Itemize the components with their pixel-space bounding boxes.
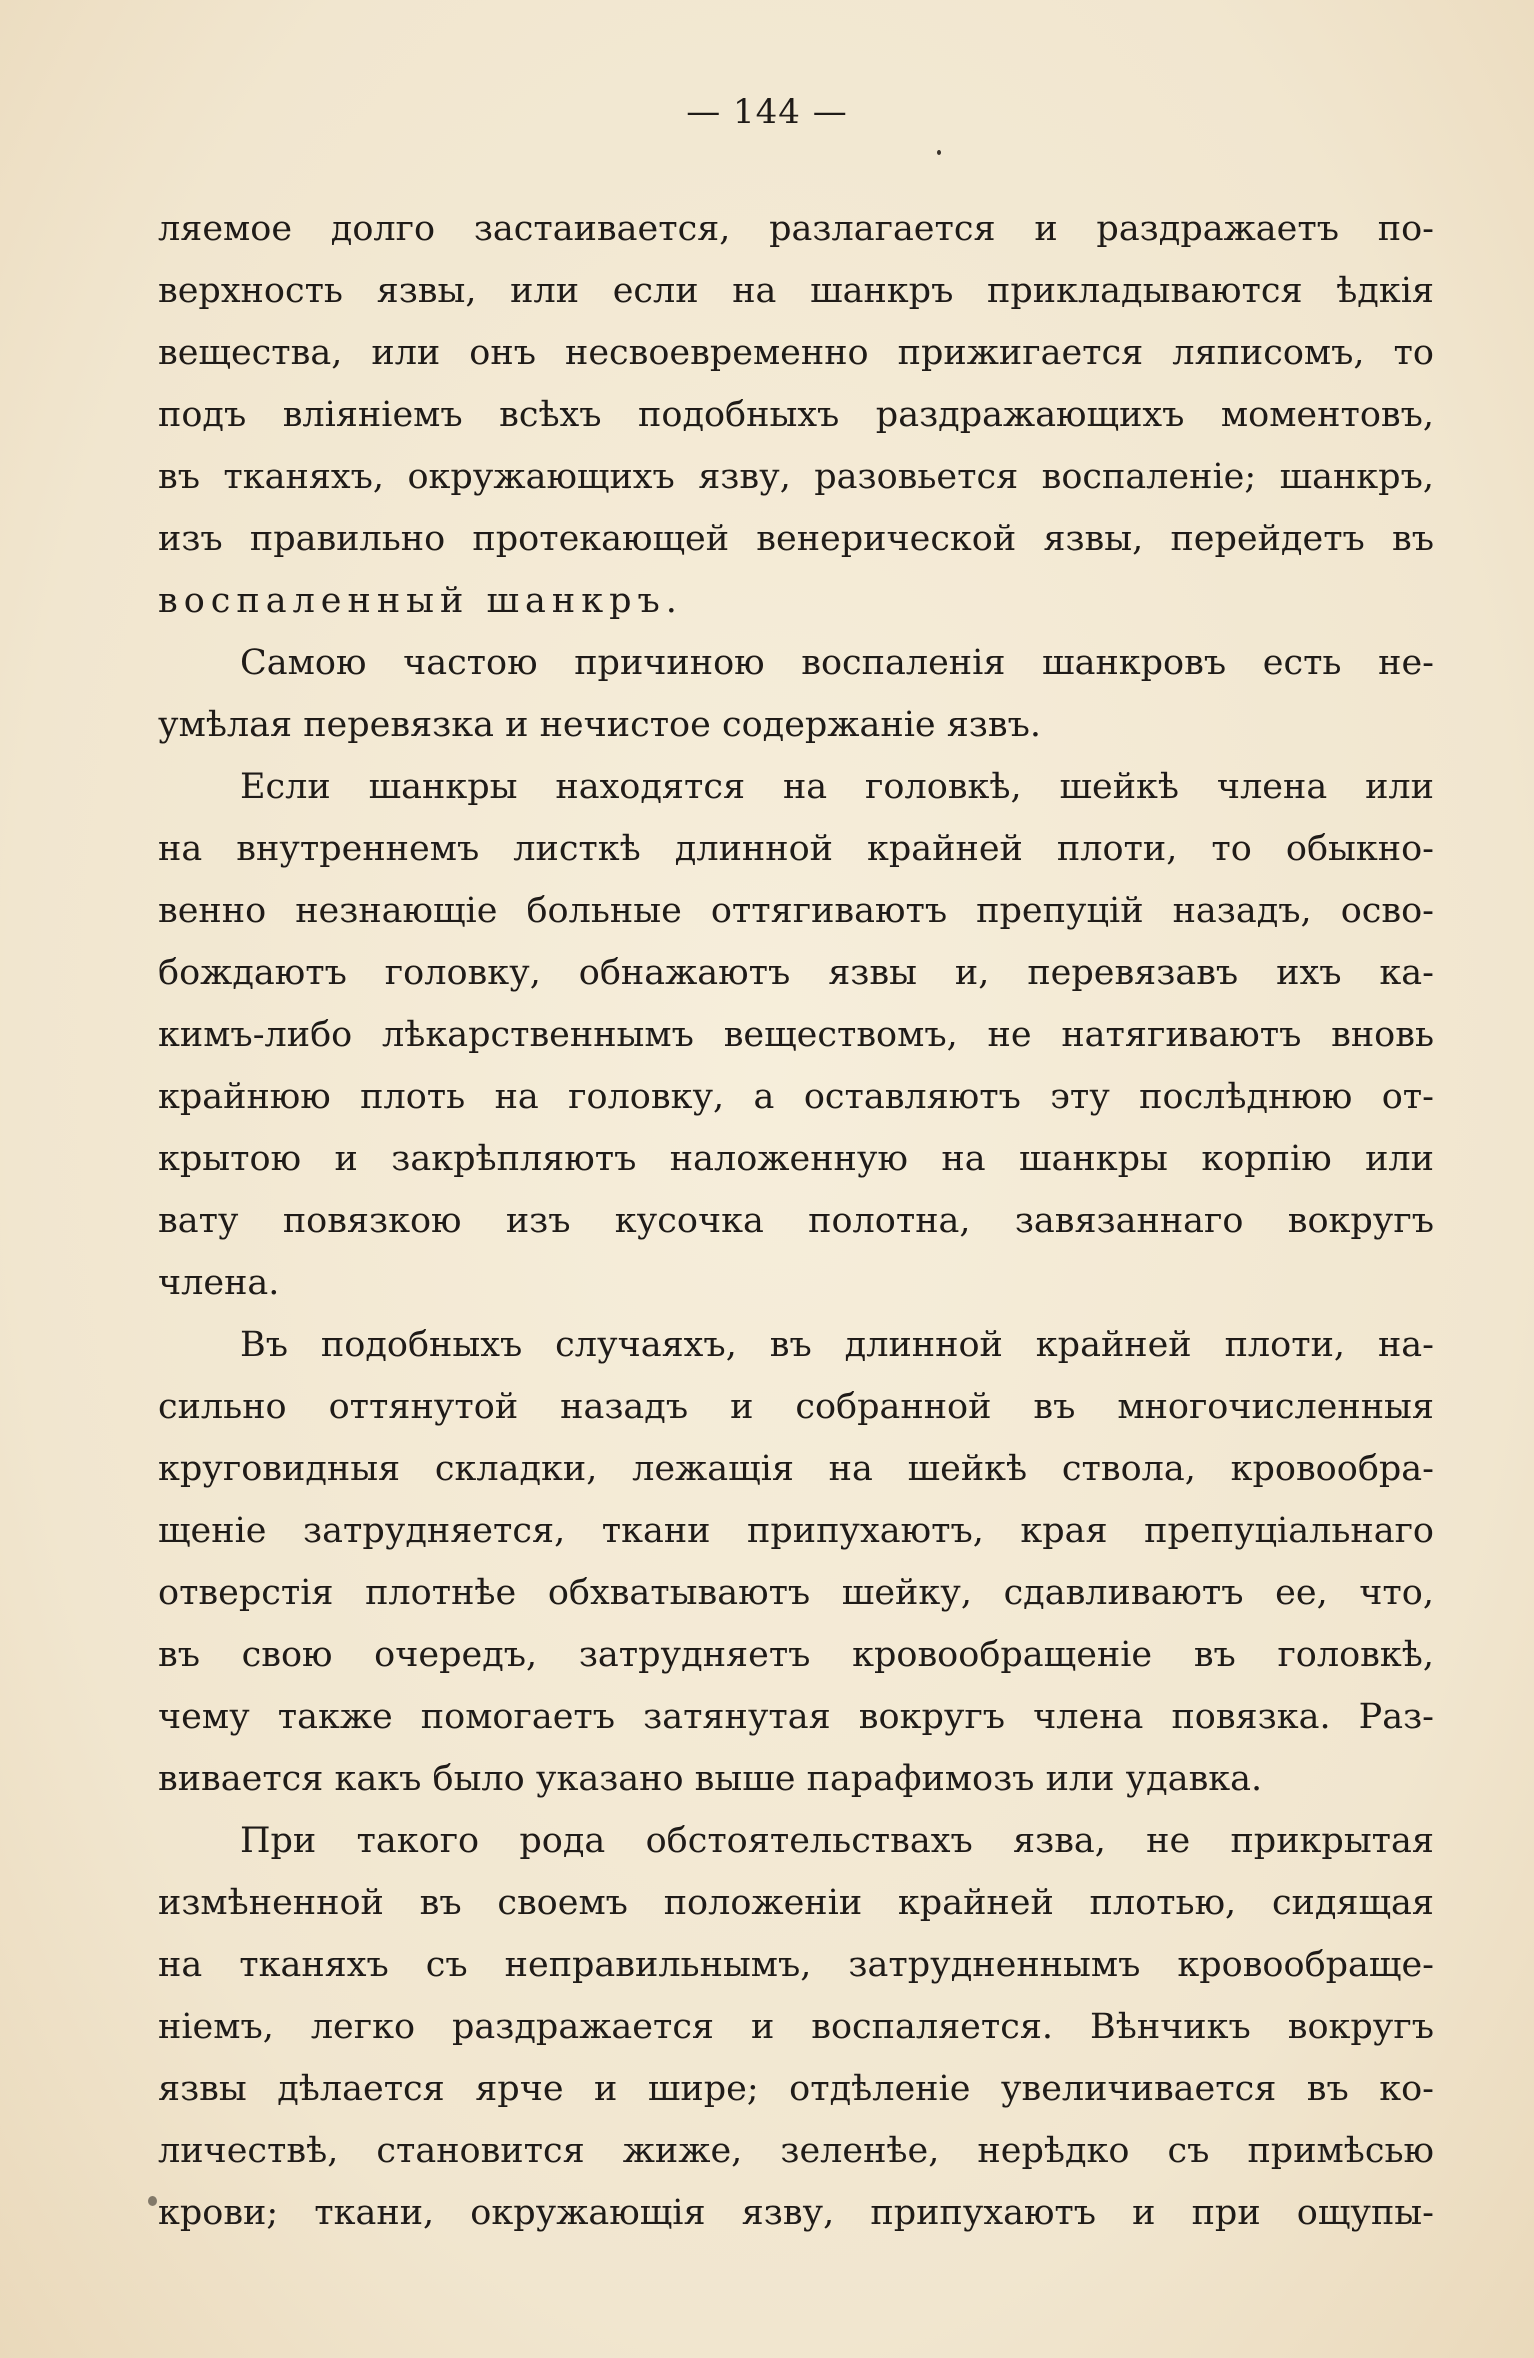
text-line: на тканяхъ съ неправильнымъ, затрудненнымъ кровообраще- bbox=[158, 1945, 1434, 1985]
text-line: вивается какъ было указано выше парафимозъ или удавка. bbox=[158, 1759, 1263, 1799]
paragraph-start-line: Если шанкры находятся на головкѣ, шейкѣ члена или bbox=[240, 767, 1434, 807]
text-line: въ свою очередъ, затрудняетъ кровообращеніе въ головкѣ, bbox=[158, 1635, 1434, 1675]
text-line: щеніе затрудняется, ткани припухаютъ, края препуціальнаго bbox=[158, 1511, 1434, 1551]
body-text bbox=[158, 198, 1434, 2244]
text-line: сильно оттянутой назадъ и собранной въ многочисленныя bbox=[158, 1387, 1434, 1427]
text-line: подъ вліяніемъ всѣхъ подобныхъ раздражающихъ моментовъ, bbox=[158, 395, 1434, 435]
text-line: крайнюю плоть на головку, а оставляютъ эту послѣднюю от- bbox=[158, 1077, 1434, 1117]
paragraph-start-line: Въ подобныхъ случаяхъ, въ длинной крайней плоти, на- bbox=[240, 1325, 1434, 1365]
text-line: умѣлая перевязка и нечистое содержаніе язвъ. bbox=[158, 705, 1041, 745]
paper-speck bbox=[937, 150, 941, 155]
text-line: личествѣ, становится жиже, зеленѣе, нерѣдко съ примѣсью bbox=[158, 2131, 1434, 2171]
text-line: язвы дѣлается ярче и шире; отдѣленіе увеличивается въ ко- bbox=[158, 2069, 1434, 2109]
text-line: крови; ткани, окружающія язву, припухаютъ и при ощупы- bbox=[158, 2193, 1434, 2233]
text-line: изъ правильно протекающей венерической язвы, перейдетъ въ bbox=[158, 519, 1434, 559]
text-line: вещества, или онъ несвоевременно прижигается ляписомъ, то bbox=[158, 333, 1434, 373]
text-line: кимъ-либо лѣкарственнымъ веществомъ, не натягиваютъ вновь bbox=[158, 1015, 1434, 1055]
text-line: члена. bbox=[158, 1263, 280, 1303]
text-line: венно незнающіе больные оттягиваютъ препуцій назадъ, осво- bbox=[158, 891, 1434, 931]
page-number: — 144 — bbox=[686, 92, 848, 132]
text-line-emphasis: воспаленный шанкръ. bbox=[158, 581, 683, 621]
text-line: ляемое долго застаивается, разлагается и раздражаетъ по- bbox=[158, 209, 1434, 249]
text-line: круговидныя складки, лежащія на шейкѣ ствола, кровообра- bbox=[158, 1449, 1434, 1489]
paper-speck bbox=[148, 2196, 157, 2206]
text-line: бождаютъ головку, обнажаютъ язвы и, перевязавъ ихъ ка- bbox=[158, 953, 1434, 993]
text-line: вату повязкою изъ кусочка полотна, завязаннаго вокругъ bbox=[158, 1201, 1434, 1241]
paragraph-start-line: Самою частою причиною воспаленія шанкровъ есть не- bbox=[240, 643, 1434, 683]
paragraph-start-line: При такого рода обстоятельствахъ язва, не прикрытая bbox=[240, 1821, 1434, 1861]
text-line: крытою и закрѣпляютъ наложенную на шанкры корпію или bbox=[158, 1139, 1434, 1179]
text-line: отверстія плотнѣе обхватываютъ шейку, сдавливаютъ ее, что, bbox=[158, 1573, 1434, 1613]
text-line: ніемъ, легко раздражается и воспаляется. Вѣнчикъ вокругъ bbox=[158, 2007, 1434, 2047]
text-line: въ тканяхъ, окружающихъ язву, разовьется воспаленіе; шанкръ, bbox=[158, 457, 1434, 497]
text-line: на внутреннемъ листкѣ длинной крайней плоти, то обыкно- bbox=[158, 829, 1434, 869]
text-line: измѣненной въ своемъ положеніи крайней плотью, сидящая bbox=[158, 1883, 1434, 1923]
text-line: верхность язвы, или если на шанкръ прикладываются ѣдкія bbox=[158, 271, 1434, 311]
text-line: чему также помогаетъ затянутая вокругъ члена повязка. Раз- bbox=[158, 1697, 1434, 1737]
